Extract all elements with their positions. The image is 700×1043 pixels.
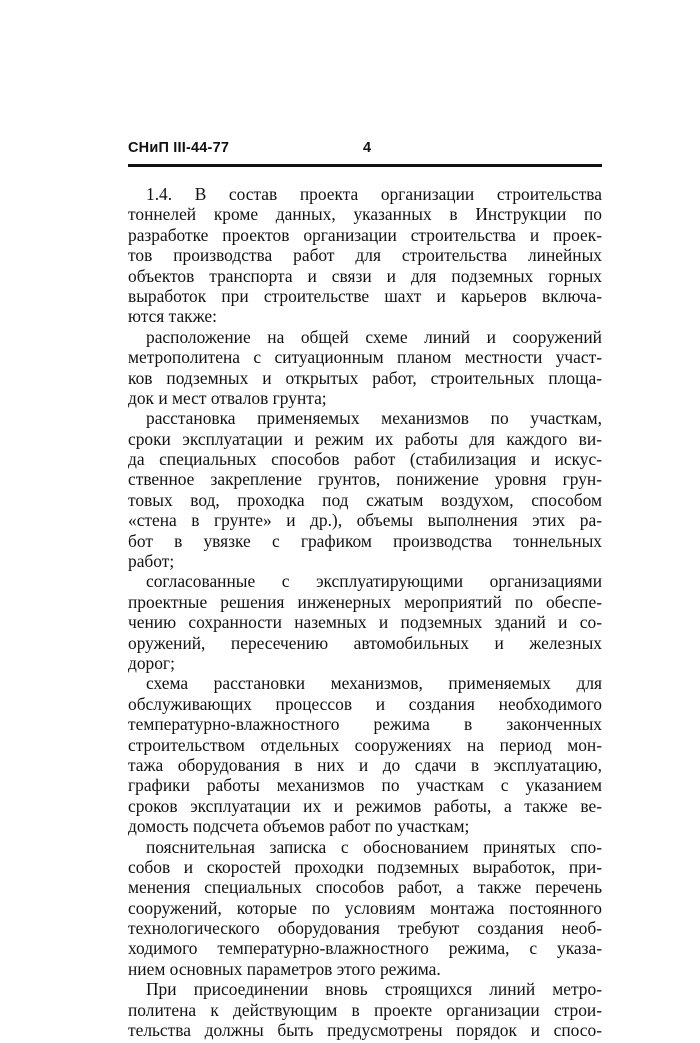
text-line: тоннелей кроме данных, указанных в Инструкции по — [128, 204, 602, 225]
text-line: технологического оборудования требуют создания необ- — [128, 918, 602, 939]
body-text — [128, 184, 602, 1040]
text-line: схема расстановки механизмов, применяемых для — [146, 673, 602, 694]
text-line: чению сохранности наземных и подземных зданий и со- — [128, 612, 602, 633]
page-number: 4 — [363, 140, 372, 156]
text-line: да специальных способов работ (стабилизация и искус- — [128, 449, 602, 470]
text-line: сроков эксплуатации их и режимов работы, а также ве- — [128, 795, 602, 816]
text-line: оружений, пересечению автомобильных и железных — [128, 632, 602, 653]
header-rule — [128, 164, 602, 167]
text-line: строительством отдельных сооружениях на период мон- — [128, 734, 602, 755]
text-line: расположение на общей схеме линий и сооружений — [146, 326, 602, 347]
text-line: тельства должны быть предусмотрены порядок и спосо- — [128, 1020, 602, 1041]
text-line: согласованные с эксплуатирующими организациями — [146, 571, 602, 592]
text-line: ственное закрепление грунтов, понижение уровня грун- — [128, 469, 602, 490]
text-line: работ; — [128, 551, 175, 572]
text-line: выработок при строительстве шахт и карьеров включа- — [128, 285, 602, 306]
text-line: обслуживающих процессов и создания необходимого — [128, 693, 602, 714]
text-line: собов и скоростей проходки подземных выработок, при- — [128, 856, 602, 877]
text-line: ются также: — [128, 306, 217, 327]
page-header — [128, 140, 602, 164]
text-line: 1.4. В состав проекта организации строительства — [146, 184, 602, 204]
text-line: тажа оборудования в них и до сдачи в эксплуатацию, — [128, 754, 602, 775]
text-line: сроки эксплуатации и режим их работы для каждого ви- — [128, 428, 602, 449]
text-line: температурно-влажностного режима в законченных — [128, 714, 602, 735]
text-line: док и мест отвалов грунта; — [128, 387, 327, 408]
document-code: СНиП III-44-77 — [128, 140, 230, 156]
text-line: метрополитена с ситуационным планом местности участ- — [128, 347, 602, 368]
text-line: При присоединении вновь строящихся линий метро- — [146, 979, 602, 1000]
text-line: тов производства работ для строительства линейных — [128, 245, 602, 266]
text-line: менения специальных способов работ, а также перечень — [128, 877, 602, 898]
text-line: политена к действующим в проекте организации строи- — [128, 999, 602, 1020]
text-line: сооружений, которые по условиям монтажа постоянного — [128, 897, 602, 918]
text-line: «стена в грунте» и др.), объемы выполнения этих ра- — [128, 510, 602, 531]
text-line: разработке проектов организации строительства и проек- — [128, 224, 602, 245]
text-line: расстановка применяемых механизмов по участкам, — [146, 408, 602, 429]
text-line: нием основных параметров этого режима. — [128, 958, 441, 979]
text-line: объектов транспорта и связи и для подземных горных — [128, 265, 602, 286]
text-line: товых вод, проходка под сжатым воздухом, способом — [128, 489, 602, 510]
text-line: бот в увязке с графиком производства тоннельных — [128, 530, 602, 551]
text-line: ходимого температурно-влажностного режима, с указа- — [128, 938, 602, 959]
text-line: домость подсчета объемов работ по участкам; — [128, 816, 470, 837]
text-line: пояснительная записка с обоснованием принятых спо- — [146, 836, 602, 857]
text-line: дорог; — [128, 652, 175, 673]
text-line: проектные решения инженерных мероприятий по обеспе- — [128, 591, 602, 612]
text-line: ков подземных и открытых работ, строительных площа- — [128, 367, 602, 388]
text-line: графики работы механизмов по участкам с указанием — [128, 775, 602, 796]
